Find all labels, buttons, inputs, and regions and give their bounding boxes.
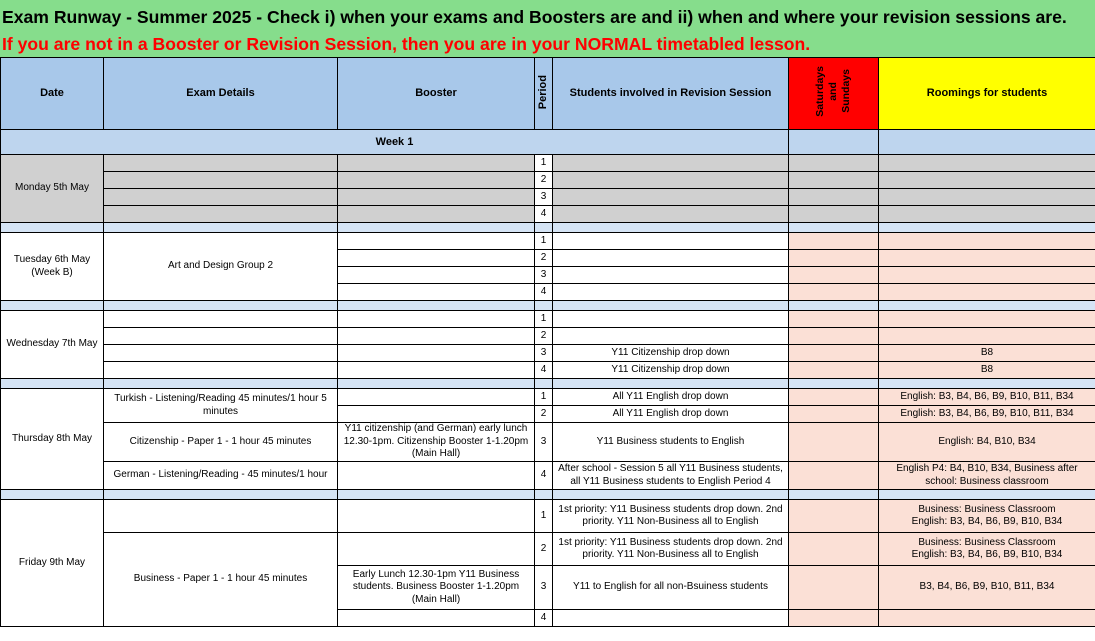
table-row bbox=[1, 533, 1095, 566]
table-row bbox=[1, 155, 1095, 172]
separator-row bbox=[1, 301, 1095, 311]
table-row bbox=[1, 500, 1095, 533]
banner bbox=[0, 0, 1095, 57]
exam-details: Turkish - Listening/Reading 45 minutes/1 hour 5 minutes bbox=[104, 389, 338, 423]
period-cell: 4 bbox=[535, 362, 553, 379]
day-monday: Monday 5th May bbox=[1, 155, 104, 223]
day-friday: Friday 9th May bbox=[1, 500, 104, 627]
banner-title: Exam Runway - Summer 2025 - Check i) when your exams and Boosters are and ii) when and where your revision sessions are. bbox=[2, 7, 1067, 27]
period-cell: 1 bbox=[535, 500, 553, 533]
booster-details: Y11 citizenship (and German) early lunch 12.30-1pm. Citizenship Booster 1-1.20pm (Main Hall) bbox=[338, 423, 535, 462]
period-cell: 2 bbox=[535, 250, 553, 267]
day-tuesday: Tuesday 6th May (Week B) bbox=[1, 233, 104, 301]
revision-students: Y11 Citizenship drop down bbox=[553, 362, 789, 379]
table-row bbox=[1, 462, 1095, 490]
exam-details: Citizenship - Paper 1 - 1 hour 45 minutes bbox=[104, 423, 338, 462]
day-thursday: Thursday 8th May bbox=[1, 389, 104, 490]
table-row bbox=[1, 189, 1095, 206]
revision-students: After school - Session 5 all Y11 Business students, all Y11 Business students to English Period 4 bbox=[553, 462, 789, 490]
rooming: Business: Business Classroom English: B3, B4, B6, B9, B10, B34 bbox=[879, 500, 1095, 533]
table-row bbox=[1, 389, 1095, 406]
exam-details: Art and Design Group 2 bbox=[104, 233, 338, 301]
table-row bbox=[1, 345, 1095, 362]
revision-students: 1st priority: Y11 Business students drop down. 2nd priority. Y11 Non-Business all to English bbox=[553, 533, 789, 566]
table-row bbox=[1, 172, 1095, 189]
period-cell: 1 bbox=[535, 155, 553, 172]
rooming: English: B3, B4, B6, B9, B10, B11, B34 bbox=[879, 389, 1095, 406]
separator-row bbox=[1, 223, 1095, 233]
revision-students: Y11 Business students to English bbox=[553, 423, 789, 462]
table-row bbox=[1, 206, 1095, 223]
week-row bbox=[1, 130, 1095, 155]
header-roomings: Roomings for students bbox=[879, 58, 1095, 130]
header-exam-details: Exam Details bbox=[104, 58, 338, 130]
separator-row bbox=[1, 379, 1095, 389]
header-row bbox=[1, 58, 1095, 130]
rooming: B3, B4, B6, B9, B10, B11, B34 bbox=[879, 566, 1095, 610]
table-row bbox=[1, 362, 1095, 379]
separator-row bbox=[1, 490, 1095, 500]
rooming: B8 bbox=[879, 362, 1095, 379]
rooming: Business: Business Classroom English: B3, B4, B6, B9, B10, B34 bbox=[879, 533, 1095, 566]
period-cell: 4 bbox=[535, 462, 553, 490]
period-cell: 1 bbox=[535, 233, 553, 250]
table-row bbox=[1, 311, 1095, 328]
header-booster: Booster bbox=[338, 58, 535, 130]
revision-students: Y11 Citizenship drop down bbox=[553, 345, 789, 362]
header-period: Period bbox=[535, 58, 553, 130]
booster-details: Early Lunch 12.30-1pm Y11 Business students. Business Booster 1-1.20pm (Main Hall) bbox=[338, 566, 535, 610]
table-row bbox=[1, 233, 1095, 250]
period-cell: 3 bbox=[535, 566, 553, 610]
rooming: B8 bbox=[879, 345, 1095, 362]
week-label: Week 1 bbox=[1, 130, 789, 155]
timetable bbox=[0, 57, 1095, 627]
revision-students: 1st priority: Y11 Business students drop down. 2nd priority. Y11 Non-Business all to English bbox=[553, 500, 789, 533]
day-wednesday: Wednesday 7th May bbox=[1, 311, 104, 379]
period-cell: 2 bbox=[535, 533, 553, 566]
header-weekends: Saturdays and Sundays bbox=[789, 58, 879, 130]
rooming: English: B3, B4, B6, B9, B10, B11, B34 bbox=[879, 406, 1095, 423]
period-cell: 3 bbox=[535, 189, 553, 206]
revision-students: All Y11 English drop down bbox=[553, 406, 789, 423]
rooming: English: B4, B10, B34 bbox=[879, 423, 1095, 462]
revision-students: Y11 to English for all non-Bsuiness students bbox=[553, 566, 789, 610]
exam-details: German - Listening/Reading - 45 minutes/1 hour bbox=[104, 462, 338, 490]
period-cell: 1 bbox=[535, 311, 553, 328]
period-cell: 2 bbox=[535, 406, 553, 423]
period-cell: 4 bbox=[535, 206, 553, 223]
table-row bbox=[1, 423, 1095, 462]
exam-details: Business - Paper 1 - 1 hour 45 minutes bbox=[104, 533, 338, 627]
header-date: Date bbox=[1, 58, 104, 130]
period-cell: 4 bbox=[535, 610, 553, 627]
header-students: Students involved in Revision Session bbox=[553, 58, 789, 130]
table-row bbox=[1, 328, 1095, 345]
banner-warning: If you are not in a Booster or Revision Session, then you are in your NORMAL timetabled lesson. bbox=[2, 34, 811, 54]
revision-students: All Y11 English drop down bbox=[553, 389, 789, 406]
period-cell: 1 bbox=[535, 389, 553, 406]
period-cell: 3 bbox=[535, 267, 553, 284]
rooming: English P4: B4, B10, B34, Business after school: Business classroom bbox=[879, 462, 1095, 490]
period-cell: 4 bbox=[535, 284, 553, 301]
period-cell: 3 bbox=[535, 423, 553, 462]
period-cell: 2 bbox=[535, 172, 553, 189]
period-cell: 3 bbox=[535, 345, 553, 362]
period-cell: 2 bbox=[535, 328, 553, 345]
